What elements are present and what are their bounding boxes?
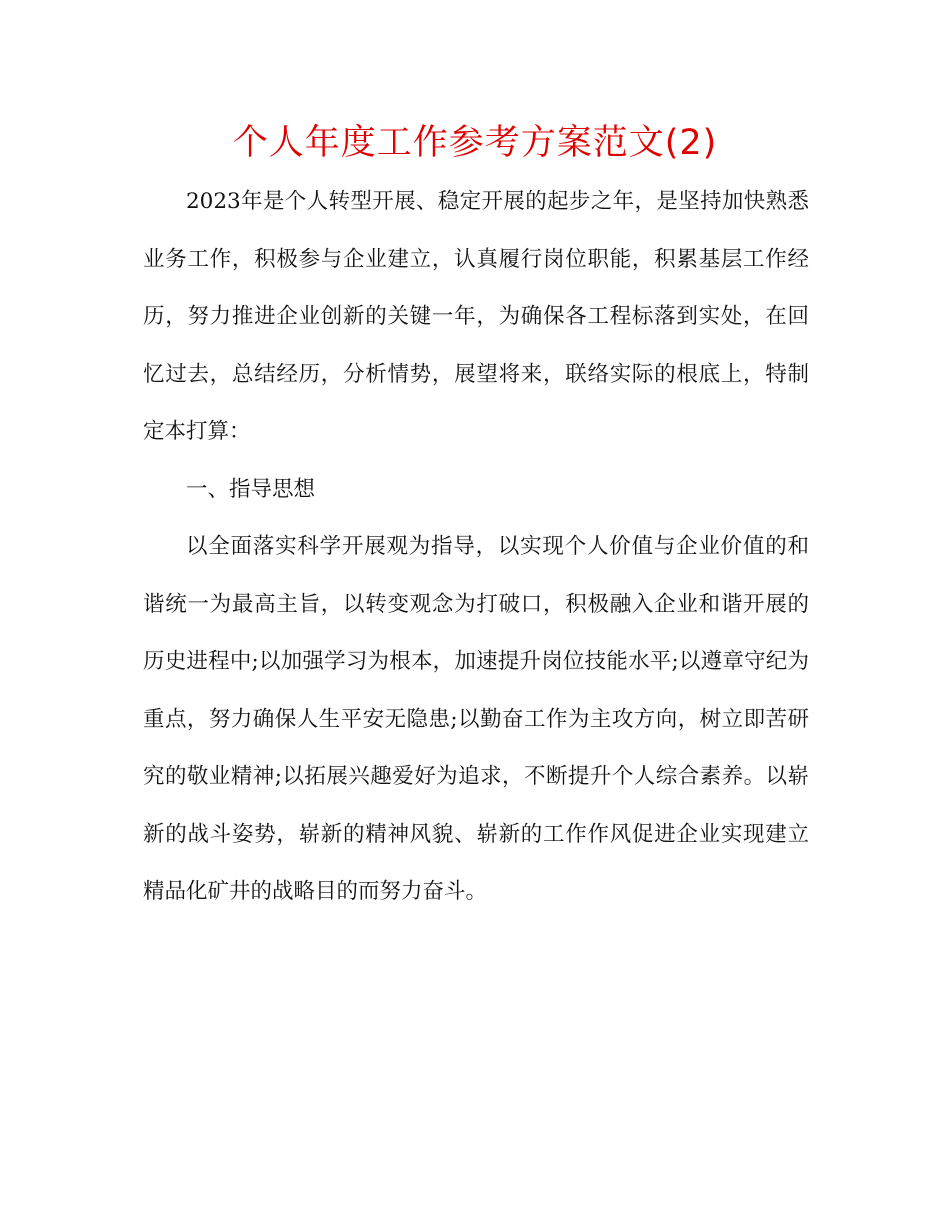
section-heading-guiding-ideology: 一、指导思想 (186, 476, 316, 502)
paragraph-intro: 2023年是个人转型开展、稳定开展的起步之年，是坚持加快熟悉业务工作，积极参与企业建立，认真履行岗位职能，积累基层工作经历，努力推进企业创新的关键一年，为确保各工程标落到实处，在回忆过去，总结经历，分析情势，展望将来，联络实际的根底上，特制定本打算： (143, 189, 809, 444)
document-body (143, 173, 809, 921)
document-title: 个人年度工作参考方案范文(2) (232, 123, 718, 163)
paragraph-guiding-ideology: 以全面落实科学开展观为指导，以实现个人价值与企业价值的和谐统一为最高主旨，以转变观念为打破口，积极融入企业和谐开展的历史进程中;以加强学习为根本，加速提升岗位技能水平;以遵章守纪为重点，努力确保人生平安无隐患;以勤奋工作为主攻方向，树立即苦研究的敬业精神;以拓展兴趣爱好为追求，不断提升个人综合素养。以崭新的战斗姿势，崭新的精神风貌、崭新的工作作风促进企业实现建立精品化矿井的战略目的而努力奋斗。 (143, 534, 809, 904)
